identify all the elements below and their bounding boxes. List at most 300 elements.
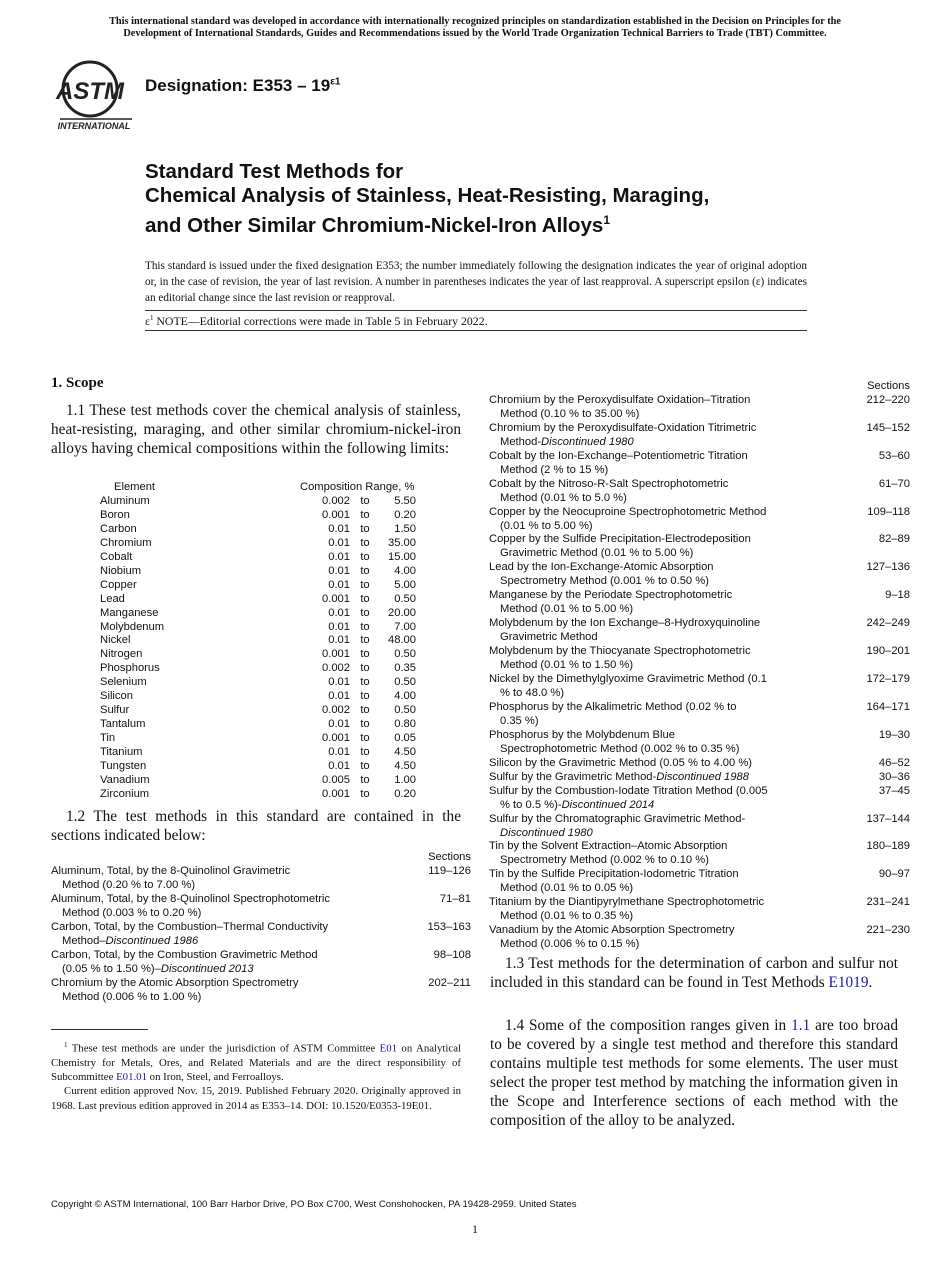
range-high: 1.50	[394, 522, 416, 535]
footnote-2: Current edition approved Nov. 15, 2019. Published February 2020. Originally approved in 1968. Last previous edition approved in 2014 as E353–14. DOI: 10.1520/E0353-19E01.	[51, 1085, 461, 1112]
range-high: 15.00	[388, 550, 416, 563]
limits-row	[100, 788, 416, 802]
element-name: Tungsten	[100, 760, 147, 773]
method-line-2	[51, 879, 401, 893]
top-notice	[40, 16, 910, 40]
limits-row	[100, 718, 416, 732]
limits-row	[100, 551, 416, 565]
method-item	[489, 771, 910, 785]
method-line-2-text: Spectrophotometric Method (0.002 % to 0.35 %)	[500, 742, 740, 755]
limits-row	[100, 690, 416, 704]
editorial-note-prefix: ε	[145, 314, 150, 328]
method-sections: 127–136	[866, 561, 910, 574]
method-text	[489, 673, 840, 701]
limits-header-element: Element	[114, 481, 156, 493]
method-line-2	[489, 827, 840, 841]
method-line-2	[51, 991, 401, 1005]
method-item	[489, 589, 910, 617]
method-text	[489, 840, 840, 868]
paragraph-1-2: 1.2 The test methods in this standard are contained in the sections indicated below:	[51, 808, 461, 844]
method-line-2	[489, 715, 840, 729]
method-line-2	[489, 910, 840, 924]
method-line-1-text: Phosphorus by the Molybdenum Blue	[489, 728, 675, 741]
discontinued-note: Discontinued 1986	[105, 934, 199, 947]
method-item	[489, 701, 910, 729]
method-item	[489, 450, 910, 478]
paragraph-1-4-end: are too broad to be covered by a single test method and therefore this standard contains multiple test methods for some elements. The user must select the proper test method by matching the information given in the Scope and Interference sections of each method with the composition of the alloy to be analyzed.	[490, 1017, 898, 1129]
method-item	[51, 949, 471, 977]
method-line-1	[489, 673, 840, 687]
method-item	[51, 977, 471, 1005]
element-name: Cobalt	[100, 550, 133, 563]
method-line-1	[489, 450, 840, 464]
limits-row	[100, 760, 416, 774]
method-text	[51, 893, 401, 921]
range-low: 0.001	[322, 648, 350, 661]
method-line-2-text: Method (0.003 % to 0.20 %)	[62, 906, 202, 919]
range-low: 0.01	[328, 578, 350, 591]
method-line-1	[489, 506, 840, 520]
method-text	[489, 589, 840, 617]
method-text	[489, 868, 840, 896]
method-line-1-text: Titanium by the Diantipyrylmethane Spectrophotometric	[489, 896, 765, 909]
method-line-2-text: Method (0.01 % to 0.05 %)	[500, 882, 634, 895]
limits-row	[100, 676, 416, 690]
method-line-2-text: Method (0.006 % to 0.15 %)	[500, 938, 640, 951]
paragraph-1-3	[490, 954, 898, 992]
method-text	[489, 771, 840, 785]
method-line-1-text: Carbon, Total, by the Combustion Gravimetric Method	[51, 948, 318, 961]
method-line-2-text: Method (0.10 % to 35.00 %)	[500, 407, 640, 420]
method-line-2-text: Method (2 % to 15 %)	[500, 463, 609, 476]
limits-row	[100, 621, 416, 635]
sections-header: Sections	[867, 380, 910, 392]
element-name: Chromium	[100, 536, 152, 549]
method-line-1-text: Molybdenum by the Ion Exchange–8-Hydroxyquinoline	[489, 617, 761, 630]
method-line-1-text: Aluminum, Total, by the 8-Quinolinol Gravimetric	[51, 864, 291, 877]
method-line-2	[51, 963, 401, 977]
method-line-1	[51, 949, 401, 963]
limits-row	[100, 509, 416, 523]
method-sections: 46–52	[878, 756, 910, 769]
method-line-2	[489, 436, 840, 450]
method-item	[489, 924, 910, 952]
method-text	[489, 924, 840, 952]
method-sections: 202–211	[428, 976, 471, 989]
limits-row	[100, 704, 416, 718]
method-sections: 19–30	[878, 728, 910, 741]
limits-row	[100, 523, 416, 537]
notice-line-1: This international standard was developed in accordance with internationally recognized principles on standardization established in the Decision on Principles for the	[109, 16, 841, 27]
range-high: 0.50	[394, 704, 416, 717]
method-item	[489, 729, 910, 757]
method-line-2	[489, 743, 840, 757]
method-item	[51, 865, 471, 893]
range-low: 0.002	[322, 662, 350, 675]
range-high: 0.50	[394, 648, 416, 661]
discontinued-note: Discontinued 2013	[160, 962, 254, 975]
range-low: 0.001	[322, 732, 350, 745]
method-line-2	[489, 603, 840, 617]
method-line-1-text: Chromium by the Atomic Absorption Spectrometry	[51, 976, 299, 989]
method-line-1-text: Chromium by the Peroxydisulfate-Oxidation Titrimetric	[489, 421, 757, 434]
method-line-1	[489, 589, 840, 603]
method-line-1-text: Nickel by the Dimethylglyoxime Gravimetric Method (0.1	[489, 673, 767, 686]
method-line-1	[489, 840, 840, 854]
method-text	[489, 813, 840, 841]
method-line-1	[489, 813, 840, 827]
title-line-2: Chemical Analysis of Stainless, Heat-Resisting, Maraging,	[145, 184, 710, 207]
element-name: Manganese	[100, 606, 159, 619]
range-low: 0.01	[328, 718, 350, 731]
method-text	[489, 785, 840, 813]
method-line-2-text: 0.35 %)	[500, 714, 539, 727]
method-line-2-text: (0.01 % to 5.00 %)	[500, 519, 593, 532]
element-name: Phosphorus	[100, 662, 160, 675]
method-line-2-text: Method-	[500, 435, 542, 448]
limits-row	[100, 593, 416, 607]
method-text	[489, 533, 840, 561]
range-high: 0.50	[394, 592, 416, 605]
footnote-1-text-c: on Iron, Steel, and Ferroalloys.	[146, 1071, 284, 1084]
method-line-1	[489, 924, 840, 938]
range-high: 4.00	[394, 690, 416, 703]
method-line-2	[489, 799, 840, 813]
method-text	[489, 617, 840, 645]
method-item	[489, 394, 910, 422]
copyright: Copyright © ASTM International, 100 Barr Harbor Drive, PO Box C700, West Conshohocken, PA 19428-2959. United States	[51, 1199, 577, 1210]
method-line-2-text: Method (0.01 % to 5.00 %)	[500, 603, 634, 616]
range-to: to	[360, 494, 370, 507]
method-line-1-text: Copper by the Sulfide Precipitation-Electrodeposition	[489, 533, 751, 546]
paragraph-1-4-start: 1.4 Some of the composition ranges given in	[505, 1017, 792, 1034]
discontinued-note: Discontinued 1980	[541, 435, 634, 448]
method-text	[51, 977, 401, 1005]
method-line-1-text: Sulfur by the Gravimetric Method-	[489, 770, 657, 783]
method-line-2	[51, 935, 401, 949]
range-high: 0.05	[394, 732, 416, 745]
range-to: to	[360, 578, 370, 591]
range-low: 0.001	[322, 592, 350, 605]
method-line-1	[489, 617, 840, 631]
range-high: 48.00	[388, 634, 416, 647]
method-sections: 119–126	[428, 864, 471, 877]
limits-header-range: Composition Range, %	[300, 481, 415, 493]
range-low: 0.01	[328, 550, 350, 563]
paragraph-1-3-end: .	[868, 974, 873, 991]
method-text	[51, 949, 401, 977]
range-low: 0.01	[328, 676, 350, 689]
divider	[145, 310, 807, 311]
methods-list-right	[489, 380, 910, 952]
method-line-2	[489, 408, 840, 422]
element-name: Molybdenum	[100, 620, 165, 633]
range-high: 0.80	[394, 718, 416, 731]
divider	[145, 330, 807, 331]
title-line-3: and Other Similar Chromium-Nickel-Iron Alloys	[145, 213, 604, 237]
element-name: Boron	[100, 508, 130, 521]
range-to: to	[360, 732, 370, 745]
paragraph-1-3-text: 1.3 Test methods for the determination of carbon and sulfur not included in this standard can be found in Test Methods	[490, 955, 898, 991]
link-e1019[interactable]: E1019	[828, 974, 869, 991]
method-line-1-text: Vanadium by the Atomic Absorption Spectrometry	[489, 924, 735, 937]
range-to: to	[360, 746, 370, 759]
issue-note: This standard is issued under the fixed designation E353; the number immediately following the designation indicates the year of original adoption or, in the case of revision, the year of last revision. A number in parentheses indicates the year of last reapproval. A superscript epsilon (ε) indicates an editorial change since the last revision or reapproval.	[145, 260, 807, 304]
range-to: to	[360, 760, 370, 773]
method-line-1-text: Lead by the Ion-Exchange-Atomic Absorption	[489, 561, 714, 574]
editorial-note-sup: 1	[149, 314, 154, 323]
range-low: 0.001	[322, 508, 350, 521]
method-item	[489, 785, 910, 813]
method-item	[489, 422, 910, 450]
range-to: to	[360, 522, 370, 535]
method-sections: 180–189	[866, 840, 910, 853]
link-e01[interactable]: E01	[379, 1042, 398, 1055]
limits-row	[100, 732, 416, 746]
method-line-2	[489, 659, 840, 673]
method-line-1-text: Manganese by the Periodate Spectrophotometric	[489, 589, 733, 602]
method-line-1-text: Cobalt by the Ion-Exchange–Potentiometric Titration	[489, 449, 748, 462]
limits-row	[100, 774, 416, 788]
method-line-2-text: Method (0.20 % to 7.00 %)	[62, 878, 196, 891]
range-low: 0.002	[322, 704, 350, 717]
method-sections: 71–81	[439, 892, 471, 905]
method-sections: 37–45	[878, 784, 910, 797]
method-line-2	[489, 520, 840, 534]
method-line-2-text: Method (0.006 % to 1.00 %)	[62, 990, 202, 1003]
notice-line-2: Development of International Standards, Guides and Recommendations issued by the World Trade Organization Technical Barriers to Trade (TBT) Committee.	[123, 28, 827, 39]
range-low: 0.01	[328, 564, 350, 577]
range-to: to	[360, 508, 370, 521]
method-line-2-text: Gravimetric Method	[500, 631, 598, 644]
method-line-1	[489, 478, 840, 492]
footnotes	[51, 1038, 461, 1113]
page-title	[145, 160, 845, 238]
method-text	[51, 921, 401, 949]
link-e01-01[interactable]: E01.01	[116, 1071, 147, 1084]
method-text	[489, 506, 840, 534]
limits-row	[100, 746, 416, 760]
limits-row	[100, 565, 416, 579]
range-to: to	[360, 718, 370, 731]
element-name: Nitrogen	[100, 648, 143, 661]
method-sections: 82–89	[878, 533, 910, 546]
range-low: 0.001	[322, 787, 350, 800]
range-to: to	[360, 564, 370, 577]
method-line-1	[51, 977, 401, 991]
method-line-1	[489, 729, 840, 743]
method-line-2	[489, 575, 840, 589]
method-line-2	[51, 907, 401, 921]
link-section-1-1[interactable]: 1.1	[791, 1017, 811, 1034]
method-line-2	[489, 854, 840, 868]
logo-text: ASTM	[56, 78, 124, 105]
method-line-1-text: Chromium by the Peroxydisulfate Oxidation–Titration	[489, 393, 751, 406]
method-sections: 98–108	[433, 948, 471, 961]
paragraph-1-1: 1.1 These test methods cover the chemical analysis of stainless, heat-resisting, maraging, and other similar chromium-nickel-iron alloys having chemical compositions within the following limits:	[51, 402, 461, 457]
range-low: 0.01	[328, 760, 350, 773]
limits-row	[100, 537, 416, 551]
method-line-1	[489, 757, 840, 771]
method-sections: 221–230	[866, 924, 910, 937]
title-line-1: Standard Test Methods for	[145, 160, 404, 183]
range-high: 4.00	[394, 564, 416, 577]
method-item	[489, 840, 910, 868]
method-text	[489, 757, 840, 771]
method-sections: 90–97	[878, 868, 910, 881]
method-line-1-text: Tin by the Solvent Extraction–Atomic Absorption	[489, 840, 728, 853]
element-name: Nickel	[100, 634, 131, 647]
range-to: to	[360, 662, 370, 675]
range-high: 7.00	[394, 620, 416, 633]
method-line-1-text: Silicon by the Gravimetric Method (0.05 % to 4.00 %)	[489, 756, 753, 769]
method-sections: 153–163	[427, 920, 471, 933]
element-name: Tin	[100, 732, 116, 745]
method-sections: 190–201	[866, 645, 910, 658]
method-line-1	[489, 422, 840, 436]
method-line-1-text: Sulfur by the Chromatographic Gravimetric Method-	[489, 812, 746, 825]
method-sections: 145–152	[866, 421, 910, 434]
range-to: to	[360, 704, 370, 717]
method-text	[489, 896, 840, 924]
method-line-2-text: Method (0.01 % to 1.50 %)	[500, 659, 634, 672]
method-sections: 9–18	[885, 589, 910, 602]
composition-limits-table	[100, 481, 416, 802]
range-low: 0.01	[328, 634, 350, 647]
method-line-1	[489, 868, 840, 882]
discontinued-note: Discontinued 1980	[500, 826, 593, 839]
method-item	[489, 645, 910, 673]
limits-row	[100, 495, 416, 509]
designation-label: Designation: E353 – 19	[145, 76, 331, 95]
method-line-1	[489, 533, 840, 547]
range-low: 0.01	[328, 690, 350, 703]
element-name: Lead	[100, 592, 125, 605]
limits-row	[100, 607, 416, 621]
method-line-1-text: Tin by the Sulfide Precipitation-Iodometric Titration	[489, 868, 739, 881]
method-line-2-text: Method (0.01 % to 0.35 %)	[500, 910, 634, 923]
element-name: Copper	[100, 578, 137, 591]
range-to: to	[360, 606, 370, 619]
discontinued-note: Discontinued 1988	[656, 770, 749, 783]
range-high: 4.50	[394, 760, 416, 773]
method-line-1-text: Sulfur by the Combustion-Iodate Titration Method (0.005	[489, 784, 768, 797]
range-to: to	[360, 550, 370, 563]
method-line-2	[489, 631, 840, 645]
method-line-1-text: Phosphorus by the Alkalimetric Method (0.02 % to	[489, 700, 737, 713]
footnote-1	[51, 1038, 461, 1084]
range-to: to	[360, 592, 370, 605]
method-sections: 137–144	[866, 812, 910, 825]
method-line-1	[489, 701, 840, 715]
method-item	[489, 506, 910, 534]
method-item	[51, 921, 471, 949]
logo-subtext: INTERNATIONAL	[57, 121, 131, 131]
element-name: Titanium	[100, 746, 143, 759]
range-high: 0.20	[394, 787, 416, 800]
element-name: Zirconium	[100, 787, 150, 800]
method-line-1-text: Molybdenum by the Thiocyanate Spectrophotometric	[489, 645, 751, 658]
method-text	[489, 394, 840, 422]
range-low: 0.002	[322, 494, 350, 507]
method-line-1	[489, 785, 840, 799]
element-name: Tantalum	[100, 718, 146, 731]
range-low: 0.01	[328, 746, 350, 759]
footnote-1-text-b: on Analytical Chemistry for Metals, Ores, and Related Materials and are the direct responsibility of Subcommittee	[51, 1042, 461, 1084]
range-high: 5.50	[394, 494, 416, 507]
method-item	[489, 533, 910, 561]
method-text	[51, 865, 401, 893]
range-to: to	[360, 536, 370, 549]
page-number: 1	[472, 1222, 478, 1236]
range-to: to	[360, 774, 370, 787]
method-sections: 231–241	[866, 896, 910, 909]
range-to: to	[360, 676, 370, 689]
method-sections: 30–36	[878, 770, 910, 783]
element-name: Vanadium	[100, 774, 150, 787]
method-line-2	[489, 464, 840, 478]
method-line-2-text: % to 48.0 %)	[500, 686, 565, 699]
method-line-1-text: Copper by the Neocuproine Spectrophotometric Method	[489, 505, 767, 518]
range-to: to	[360, 620, 370, 633]
method-line-2-text: % to 0.5 %)-	[500, 798, 562, 811]
method-item	[489, 478, 910, 506]
discontinued-note: Discontinued 2014	[561, 798, 655, 811]
method-line-2-text: Gravimetric Method (0.01 % to 5.00 %)	[500, 547, 694, 560]
method-line-2	[489, 547, 840, 561]
method-line-1	[489, 394, 840, 408]
range-high: 20.00	[388, 606, 416, 619]
method-line-1-text: Cobalt by the Nitroso-R-Salt Spectrophotometric	[489, 477, 729, 490]
range-low: 0.01	[328, 536, 350, 549]
method-sections: 109–118	[867, 505, 910, 518]
range-high: 1.00	[394, 774, 416, 787]
method-line-1	[51, 921, 401, 935]
method-line-2	[489, 882, 840, 896]
element-name: Sulfur	[100, 704, 130, 717]
method-line-2-text: Method (0.01 % to 5.0 %)	[500, 491, 627, 504]
range-high: 5.00	[394, 578, 416, 591]
method-text	[489, 422, 840, 450]
range-to: to	[360, 648, 370, 661]
method-line-1	[489, 771, 840, 785]
method-line-1	[489, 896, 840, 910]
method-text	[489, 478, 840, 506]
method-text	[489, 645, 840, 673]
paragraph-1-4	[490, 1016, 898, 1130]
method-line-1	[489, 561, 840, 575]
range-high: 0.20	[394, 508, 416, 521]
method-line-2-text: Spectrometry Method (0.002 % to 0.10 %)	[500, 854, 709, 867]
editorial-note-text: NOTE—Editorial corrections were made in Table 5 in February 2022.	[153, 314, 488, 328]
range-to: to	[360, 634, 370, 647]
element-name: Aluminum	[100, 494, 150, 507]
method-line-2-text: Method–	[62, 934, 106, 947]
method-sections: 164–171	[866, 700, 910, 713]
designation	[145, 76, 341, 96]
section-heading-scope: 1. Scope	[51, 375, 104, 391]
element-name: Carbon	[100, 522, 137, 535]
method-line-2	[489, 687, 840, 701]
element-name: Silicon	[100, 690, 133, 703]
range-to: to	[360, 787, 370, 800]
range-low: 0.005	[322, 774, 350, 787]
method-item	[489, 757, 910, 771]
method-text	[489, 701, 840, 729]
method-line-1	[489, 645, 840, 659]
sections-header: Sections	[428, 851, 471, 863]
method-line-1	[51, 893, 401, 907]
